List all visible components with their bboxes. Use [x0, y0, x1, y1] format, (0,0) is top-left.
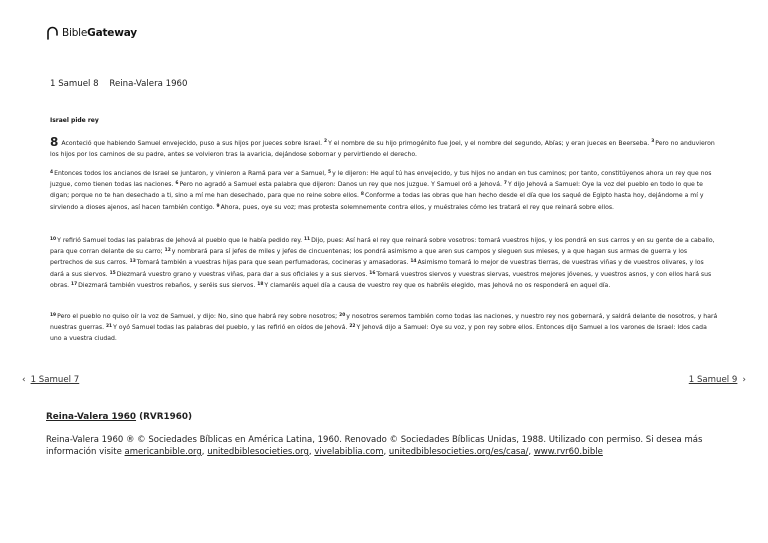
verse-text: Pero el pueblo no quiso oír la voz de Samuel, y dijo: No, sino que habrá rey sobre nosotros; [57, 313, 340, 320]
verse-text: Tomará también a vuestras hijas para que sean perfumadoras, cocineras y amasadoras. [136, 259, 411, 267]
chevron-right-icon: › [742, 375, 746, 385]
verse-text: Pero no agradó a Samuel esta palabra que dijeron: Danos un rey que nos juzgue. Y Samuel oró a Jehová. [179, 181, 504, 189]
verse-text: Y Jehová dijo a Samuel: Oye su voz, y pon rey sobre ellos. Entonces dijo Samuel a los varones de Israel: Idos cada uno a vuestra ciudad. [50, 324, 707, 343]
copyright-notice: Reina-Valera 1960 ® © Sociedades Bíblicas en América Latina, 1960. Renovado © Sociedades Bíblicas Unidas, 1988. Utilizado con permiso. Si desea más información visite americanbible.org, unitedbiblesocieties.org, vivelabiblia.com, unitedbiblesocieties.org/es/casa/, www.rvr60.bible [46, 435, 703, 457]
verse-text: Y clamaréis aquel día a causa de vuestro rey que os habréis elegido, mas Jehová no os responderá en aquel día. [264, 281, 611, 289]
version-name-link[interactable]: Reina-Valera 1960 [46, 412, 137, 422]
verse-text: Y dijo Jehová a Samuel: Oye la voz del pueblo en todo lo que te digan; porque no te han desechado a ti, sino a mí me han desechado, para que no reine sobre ellos. [50, 181, 703, 200]
verse-number: 14 [410, 259, 417, 265]
verse-text: Aconteció que habiendo Samuel envejecido, puso a sus hijos por jueces sobre Israel. [61, 140, 325, 147]
verse-text: Y oyó Samuel todas las palabras del pueblo, y las refirió en oídos de Jehová. [113, 324, 350, 332]
copyright-link-casa[interactable]: unitedbiblesocieties.org/es/casa/ [388, 447, 529, 457]
copyright-link-americanbible[interactable]: americanbible.org [124, 447, 202, 457]
prev-chapter-link[interactable]: 1 Samuel 7 [30, 375, 80, 385]
verse-number: 10 [50, 237, 57, 242]
passage-reference [50, 79, 187, 89]
verse-text: Diezmará vuestro grano y vuestras viñas, para dar a sus oficiales y a sus siervos. [116, 270, 370, 278]
biblegateway-logo-icon [46, 26, 59, 40]
passage-book-chapter: 1 Samuel 8 [50, 79, 99, 89]
verse-text: Conforme a todas las obras que han hecho desde el día que los saqué de Egipto hasta hoy, dejándome a mí y sirviendo a dioses ajenos, así hacen también contigo. [50, 192, 704, 211]
chevron-left-icon: ‹ [22, 375, 26, 385]
verse-text: Dijo, pues: Así hará el rey que reinará sobre vosotros: tomará vuestros hijos, y los pondrá en sus carros y en su gente de a caballo, para que corran delante de su carro; [50, 237, 715, 256]
verse-number: 6 [175, 181, 179, 187]
passage-version: Reina-Valera 1960 [109, 79, 188, 89]
verse-number: 4 [50, 170, 54, 175]
verse-text: Y refirió Samuel todas las palabras de Jehová al pueblo que le había pedido rey. [57, 237, 304, 244]
copyright-link-vivelabiblia[interactable]: vivelabiblia.com [314, 447, 384, 457]
verse-number: 8 [360, 192, 364, 198]
verse-text: Y el nombre de su hijo primogénito fue Joel, y el nombre del segundo, Abías; y eran jueces en Beerseba. [328, 140, 652, 147]
verse-text: Pero no anduvieron los hijos por los caminos de su padre, antes se volvieron tras la avaricia, dejándose sobornar y pervirtiendo el derecho. [50, 140, 715, 159]
verse-number: 12 [164, 248, 171, 254]
verse-number: 11 [304, 237, 311, 242]
verse-text: y nosotros seremos también como todas las naciones, y nuestro rey nos gobernará, y saldrá delante de nosotros, y hará nuestras guerras. [50, 313, 718, 332]
verse-text: Entonces todos los ancianos de Israel se juntaron, y vinieron a Ramá para ver a Samuel, [54, 170, 328, 177]
verse-number: 17 [71, 281, 78, 287]
passage-paragraph [50, 137, 718, 160]
verse-number: 18 [257, 281, 264, 287]
verse-number: 22 [349, 324, 356, 330]
verse-number: 5 [328, 170, 332, 175]
verse-text: Tomará vuestros siervos y vuestras siervas, vuestros mejores jóvenes, y vuestros asnos, y con ellos hará sus obras. [50, 270, 712, 289]
version-abbr: (RVR1960) [139, 412, 192, 422]
verse-number: 19 [50, 313, 57, 318]
copyright-link-rvr60[interactable]: www.rvr60.bible [533, 447, 603, 457]
verse-number: 15 [109, 270, 116, 276]
next-chapter-link[interactable]: 1 Samuel 9 [688, 375, 738, 385]
passage-paragraph [50, 235, 718, 291]
verse-text: Ahora, pues, oye su voz; mas protesta solemnemente contra ellos, y muéstrales cómo les tratará el rey que reinará sobre ellos. [220, 203, 615, 211]
verse-number: 3 [651, 139, 655, 144]
chapter-number: 8 [50, 135, 59, 149]
next-chapter-nav[interactable] [689, 375, 746, 385]
verse-text: Asimismo tomará lo mejor de vuestras tierras, de vuestras viñas y de vuestros olivares, y los dará a sus siervos. [50, 259, 704, 278]
copyright-link-unitedbiblesocieties[interactable]: unitedbiblesocieties.org [207, 447, 309, 457]
biblegateway-logo[interactable] [46, 26, 137, 40]
logo-text: BibleGateway [62, 27, 137, 39]
version-info [46, 412, 192, 422]
verse-number: 20 [339, 313, 346, 318]
prev-chapter-nav[interactable] [22, 375, 79, 385]
passage-paragraph [50, 311, 718, 345]
verse-number: 16 [369, 270, 376, 276]
passage-paragraph [50, 168, 718, 213]
verse-text: Diezmará también vuestros rebaños, y seréis sus siervos. [78, 281, 258, 289]
copyright-text: Reina-Valera 1960 ® © Sociedades Bíblicas en América Latina, 1960. Renovado © Sociedades Bíblicas Unidas, 1988. Utilizado con permiso. Si desea más información visite [46, 435, 703, 457]
verse-number: 21 [105, 324, 113, 330]
verse-number: 2 [324, 139, 328, 144]
verse-number: 9 [216, 203, 220, 209]
verse-number: 7 [503, 181, 507, 187]
verse-number: 13 [129, 259, 136, 265]
verse-text: y le dijeron: He aquí tú has envejecido, y tus hijos no andan en tus caminos; por tanto, constitúyenos ahora un rey que nos juzgue, como tienen todas las naciones. [50, 170, 712, 189]
verse-text: y nombrará para sí jefes de miles y jefes de cincuentenas; los pondrá asimismo a que aren sus campos y sieguen sus mieses, y a que hagan sus armas de guerra y los pertrechos de sus carros. [50, 248, 688, 267]
section-heading: Israel pide rey [50, 117, 99, 124]
